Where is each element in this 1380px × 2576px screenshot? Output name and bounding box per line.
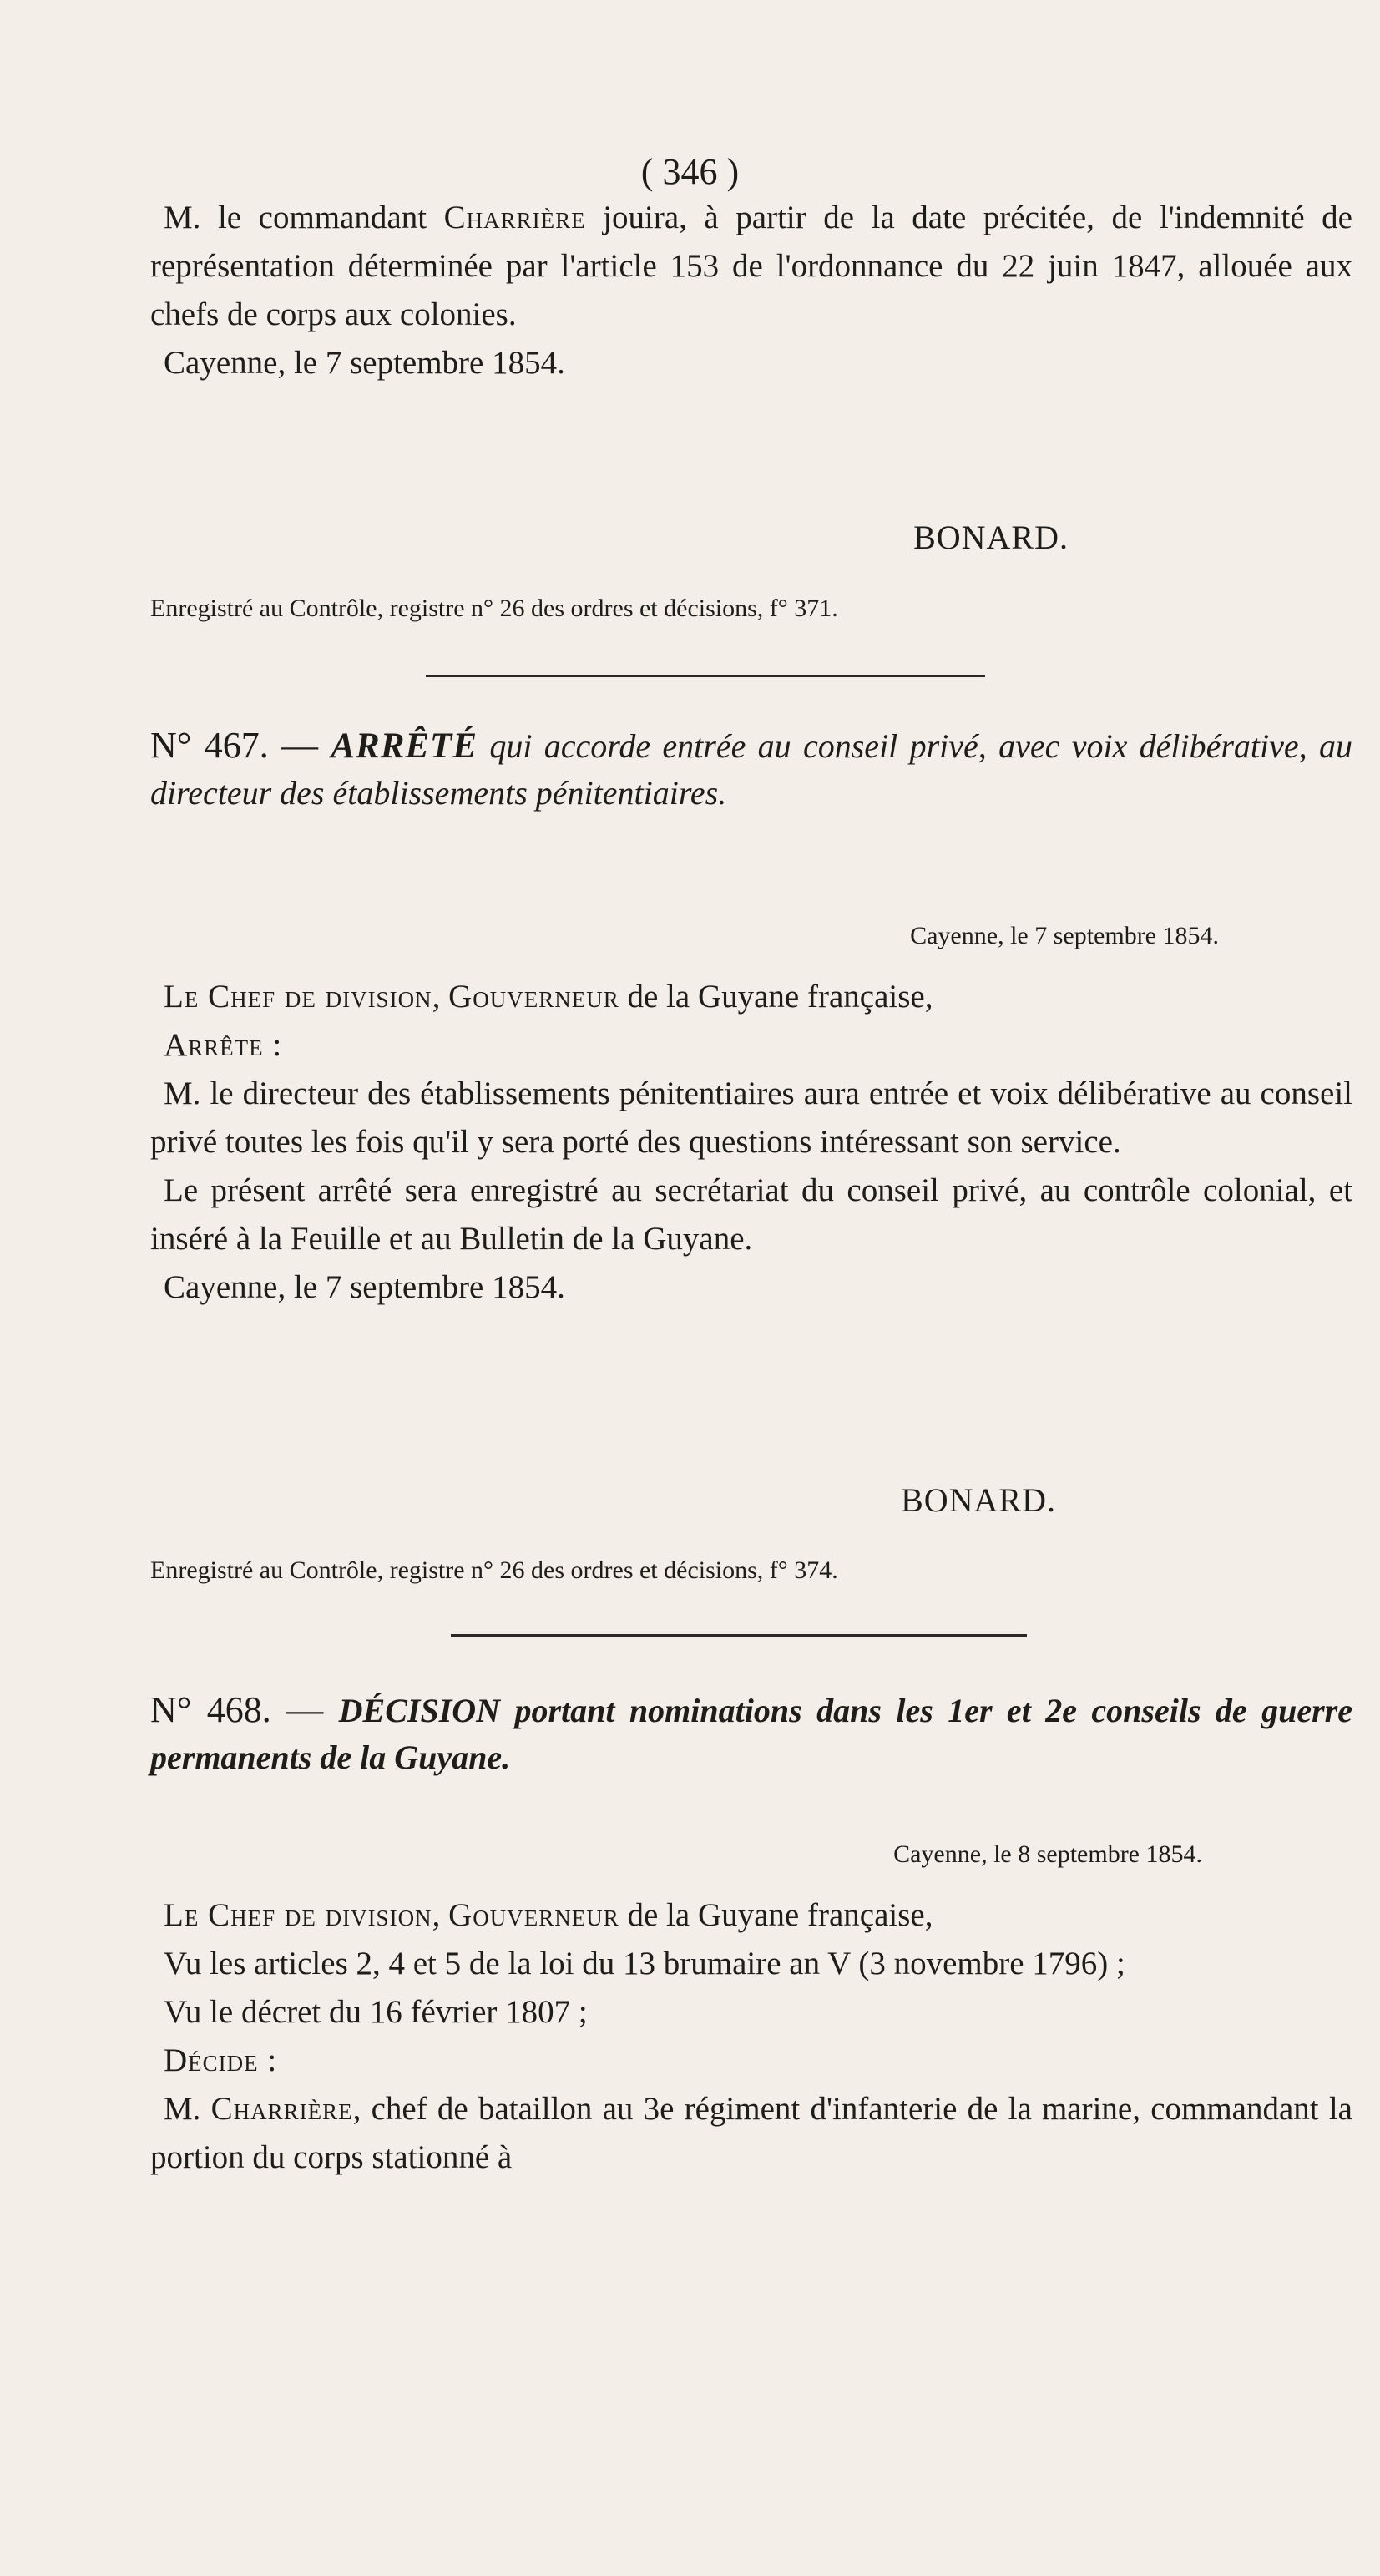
section-divider bbox=[426, 675, 985, 677]
act-467-preamble-rest: de la Guyane française, bbox=[619, 979, 933, 1015]
act-467-paragraph-2: Le présent arrêté sera enregistré au secrétariat du conseil privé, au contrôle colonial, et inséré à la Feuille et au Bulletin de la Guyane. bbox=[150, 1172, 1352, 1257]
continuation-signature: BONARD. bbox=[913, 519, 1069, 556]
continuation-text-rest: jouira, à partir de la date précitée, de l'indemnité de représentation déterminée par l'article 153 de l'ordonnance du 22 juin 1847, allouée aux chefs de corps aux colonies. bbox=[150, 200, 1352, 332]
act-468-preamble-rest: de la Guyane française, bbox=[619, 1897, 933, 1933]
act-468-preamble-governor: Gouverneur bbox=[448, 1897, 619, 1933]
act-467-body bbox=[150, 973, 1352, 1312]
act-467-signature: BONARD. bbox=[901, 1481, 1056, 1519]
section-divider-2 bbox=[451, 1634, 1027, 1637]
act-467-number: N° 467. — bbox=[150, 725, 331, 766]
act-468-paragraph-1-rest: , chef de bataillon au 3e régiment d'infanterie de la marine, commandant la portion du corps stationné à bbox=[150, 2091, 1352, 2175]
act-468-paragraph-1-prefix: M. bbox=[164, 2091, 211, 2127]
act-468-paragraph-1 bbox=[150, 2085, 1352, 2182]
act-468-body bbox=[150, 1891, 1352, 2182]
continuation-text-prefix: M. le commandant bbox=[164, 200, 444, 235]
act-468-decide: Décide : bbox=[164, 2042, 278, 2078]
act-467-decree: Arrête : bbox=[164, 1027, 283, 1063]
page-number: ( 346 ) bbox=[640, 151, 740, 192]
act-467-registration: Enregistré au Contrôle, registre n° 26 des ordres et décisions, f° 374. bbox=[150, 1556, 838, 1584]
act-467-date-line: Cayenne, le 7 septembre 1854. bbox=[164, 1269, 565, 1305]
continuation-name: Charrière bbox=[443, 200, 586, 235]
act-468-vu-1: Vu les articles 2, 4 et 5 de la loi du 13 brumaire an V (3 novembre 1796) ; bbox=[164, 1946, 1125, 1981]
act-467-place-date: Cayenne, le 7 septembre 1854. bbox=[910, 922, 1219, 949]
continuation-block bbox=[150, 194, 1352, 387]
act-467-title-text: qui accorde entrée au conseil privé, avec voix délibérative, au directeur des établissements pénitentiaires. bbox=[150, 727, 1352, 812]
act-467-title bbox=[150, 722, 1352, 817]
act-467-preamble-separator: , bbox=[432, 979, 449, 1015]
act-467-preamble-governor: Gouverneur bbox=[448, 979, 619, 1015]
act-468-preamble-title: Le Chef de division bbox=[164, 1897, 432, 1933]
continuation-date-line: Cayenne, le 7 septembre 1854. bbox=[164, 345, 565, 381]
act-468-place-date: Cayenne, le 8 septembre 1854. bbox=[893, 1840, 1202, 1868]
act-468-paragraph-1-name: Charrière bbox=[210, 2091, 353, 2127]
act-467-paragraph-1: M. le directeur des établissements pénitentiaires aura entrée et voix délibérative au conseil privé toutes les fois qu'il y sera porté des questions intéressant son service. bbox=[150, 1075, 1352, 1160]
act-468-title bbox=[150, 1687, 1352, 1781]
continuation-registration: Enregistré au Contrôle, registre n° 26 des ordres et décisions, f° 371. bbox=[150, 595, 838, 622]
act-468-preamble bbox=[150, 1891, 1352, 1940]
act-468-number: N° 468. — bbox=[150, 1689, 339, 1730]
act-467-heading: ARRÊTÉ bbox=[331, 726, 478, 766]
act-468-vu-2: Vu le décret du 16 février 1807 ; bbox=[164, 1994, 588, 2030]
act-468-heading: DÉCISION bbox=[338, 1692, 501, 1729]
act-467-preamble-title: Le Chef de division bbox=[164, 979, 432, 1015]
act-468-title-text: portant nominations dans les 1er et 2e conseils de guerre permanents de la Guyane. bbox=[150, 1692, 1352, 1776]
continuation-paragraph bbox=[150, 194, 1352, 339]
act-468-preamble-separator: , bbox=[432, 1897, 449, 1933]
act-467-preamble bbox=[150, 973, 1352, 1021]
